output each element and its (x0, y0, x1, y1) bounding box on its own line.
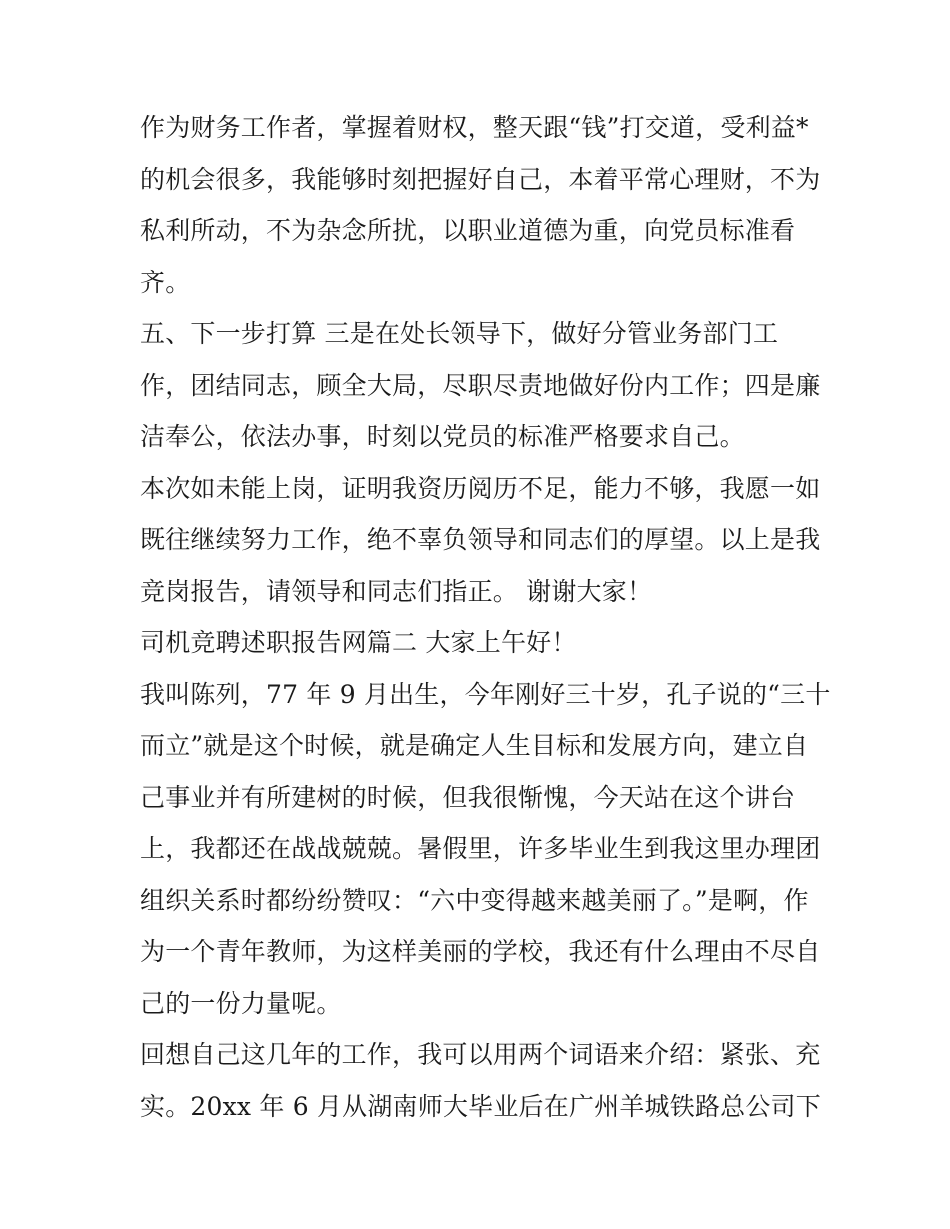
text-line: 作为财务工作者，掌握着财权，整天跟“钱”打交道，受利益* (140, 113, 809, 142)
text-line: 回想自己这几年的工作，我可以用两个词语来介绍：紧张、充 (140, 1040, 821, 1069)
text-line: 私利所动，不为杂念所扰，以职业道德为重，向党员标准看 (140, 216, 796, 245)
text-line: 五、下一步打算 三是在处长领导下，做好分管业务部门工 (140, 319, 779, 348)
section-heading: 司机竞聘述职报告网篇二 大家上午好！ (140, 628, 577, 657)
text-line: 我叫陈列，77 年 9 月出生，今年刚好三十岁，孔子说的“三十 (140, 679, 831, 709)
text-line: 为一个青年教师，为这样美丽的学校，我还有什么理由不尽自 (140, 937, 821, 966)
text-line: 实。20xx 年 6 月从湖南师大毕业后在广州羊城铁路总公司下 (140, 1091, 821, 1121)
text-line: 组织关系时都纷纷赞叹：“六中变得越来越美丽了。”是啊，作 (140, 885, 809, 915)
text-line: 本次如未能上岗，证明我资历阅历不足，能力不够，我愿一如 (140, 473, 821, 503)
text-line: 作，团结同志，顾全大局，尽职尽责地做好份内工作；四是廉 (140, 370, 821, 400)
document-body (140, 102, 831, 1132)
text-line: 而立”就是这个时候，就是确定人生目标和发展方向，建立自 (140, 731, 809, 760)
text-line: 洁奉公，依法办事，时刻以党员的标准严格要求自己。 (140, 422, 745, 451)
text-line: 齐。 (140, 267, 191, 297)
text-line: 上，我都还在战战兢兢。暑假里，许多毕业生到我这里办理团 (140, 834, 821, 863)
text-line: 己事业并有所建树的时候，但我很惭愧，今天站在这个讲台 (140, 782, 796, 812)
text-line: 既往继续努力工作，绝不辜负领导和同志们的厚望。以上是我 (140, 525, 821, 554)
text-line: 的机会很多，我能够时刻把握好自己，本着平常心理财，不为 (140, 164, 821, 194)
text-line: 己的一份力量呢。 (140, 988, 342, 1018)
text-line: 竞岗报告，请领导和同志们指正。 谢谢大家！ (140, 576, 653, 606)
